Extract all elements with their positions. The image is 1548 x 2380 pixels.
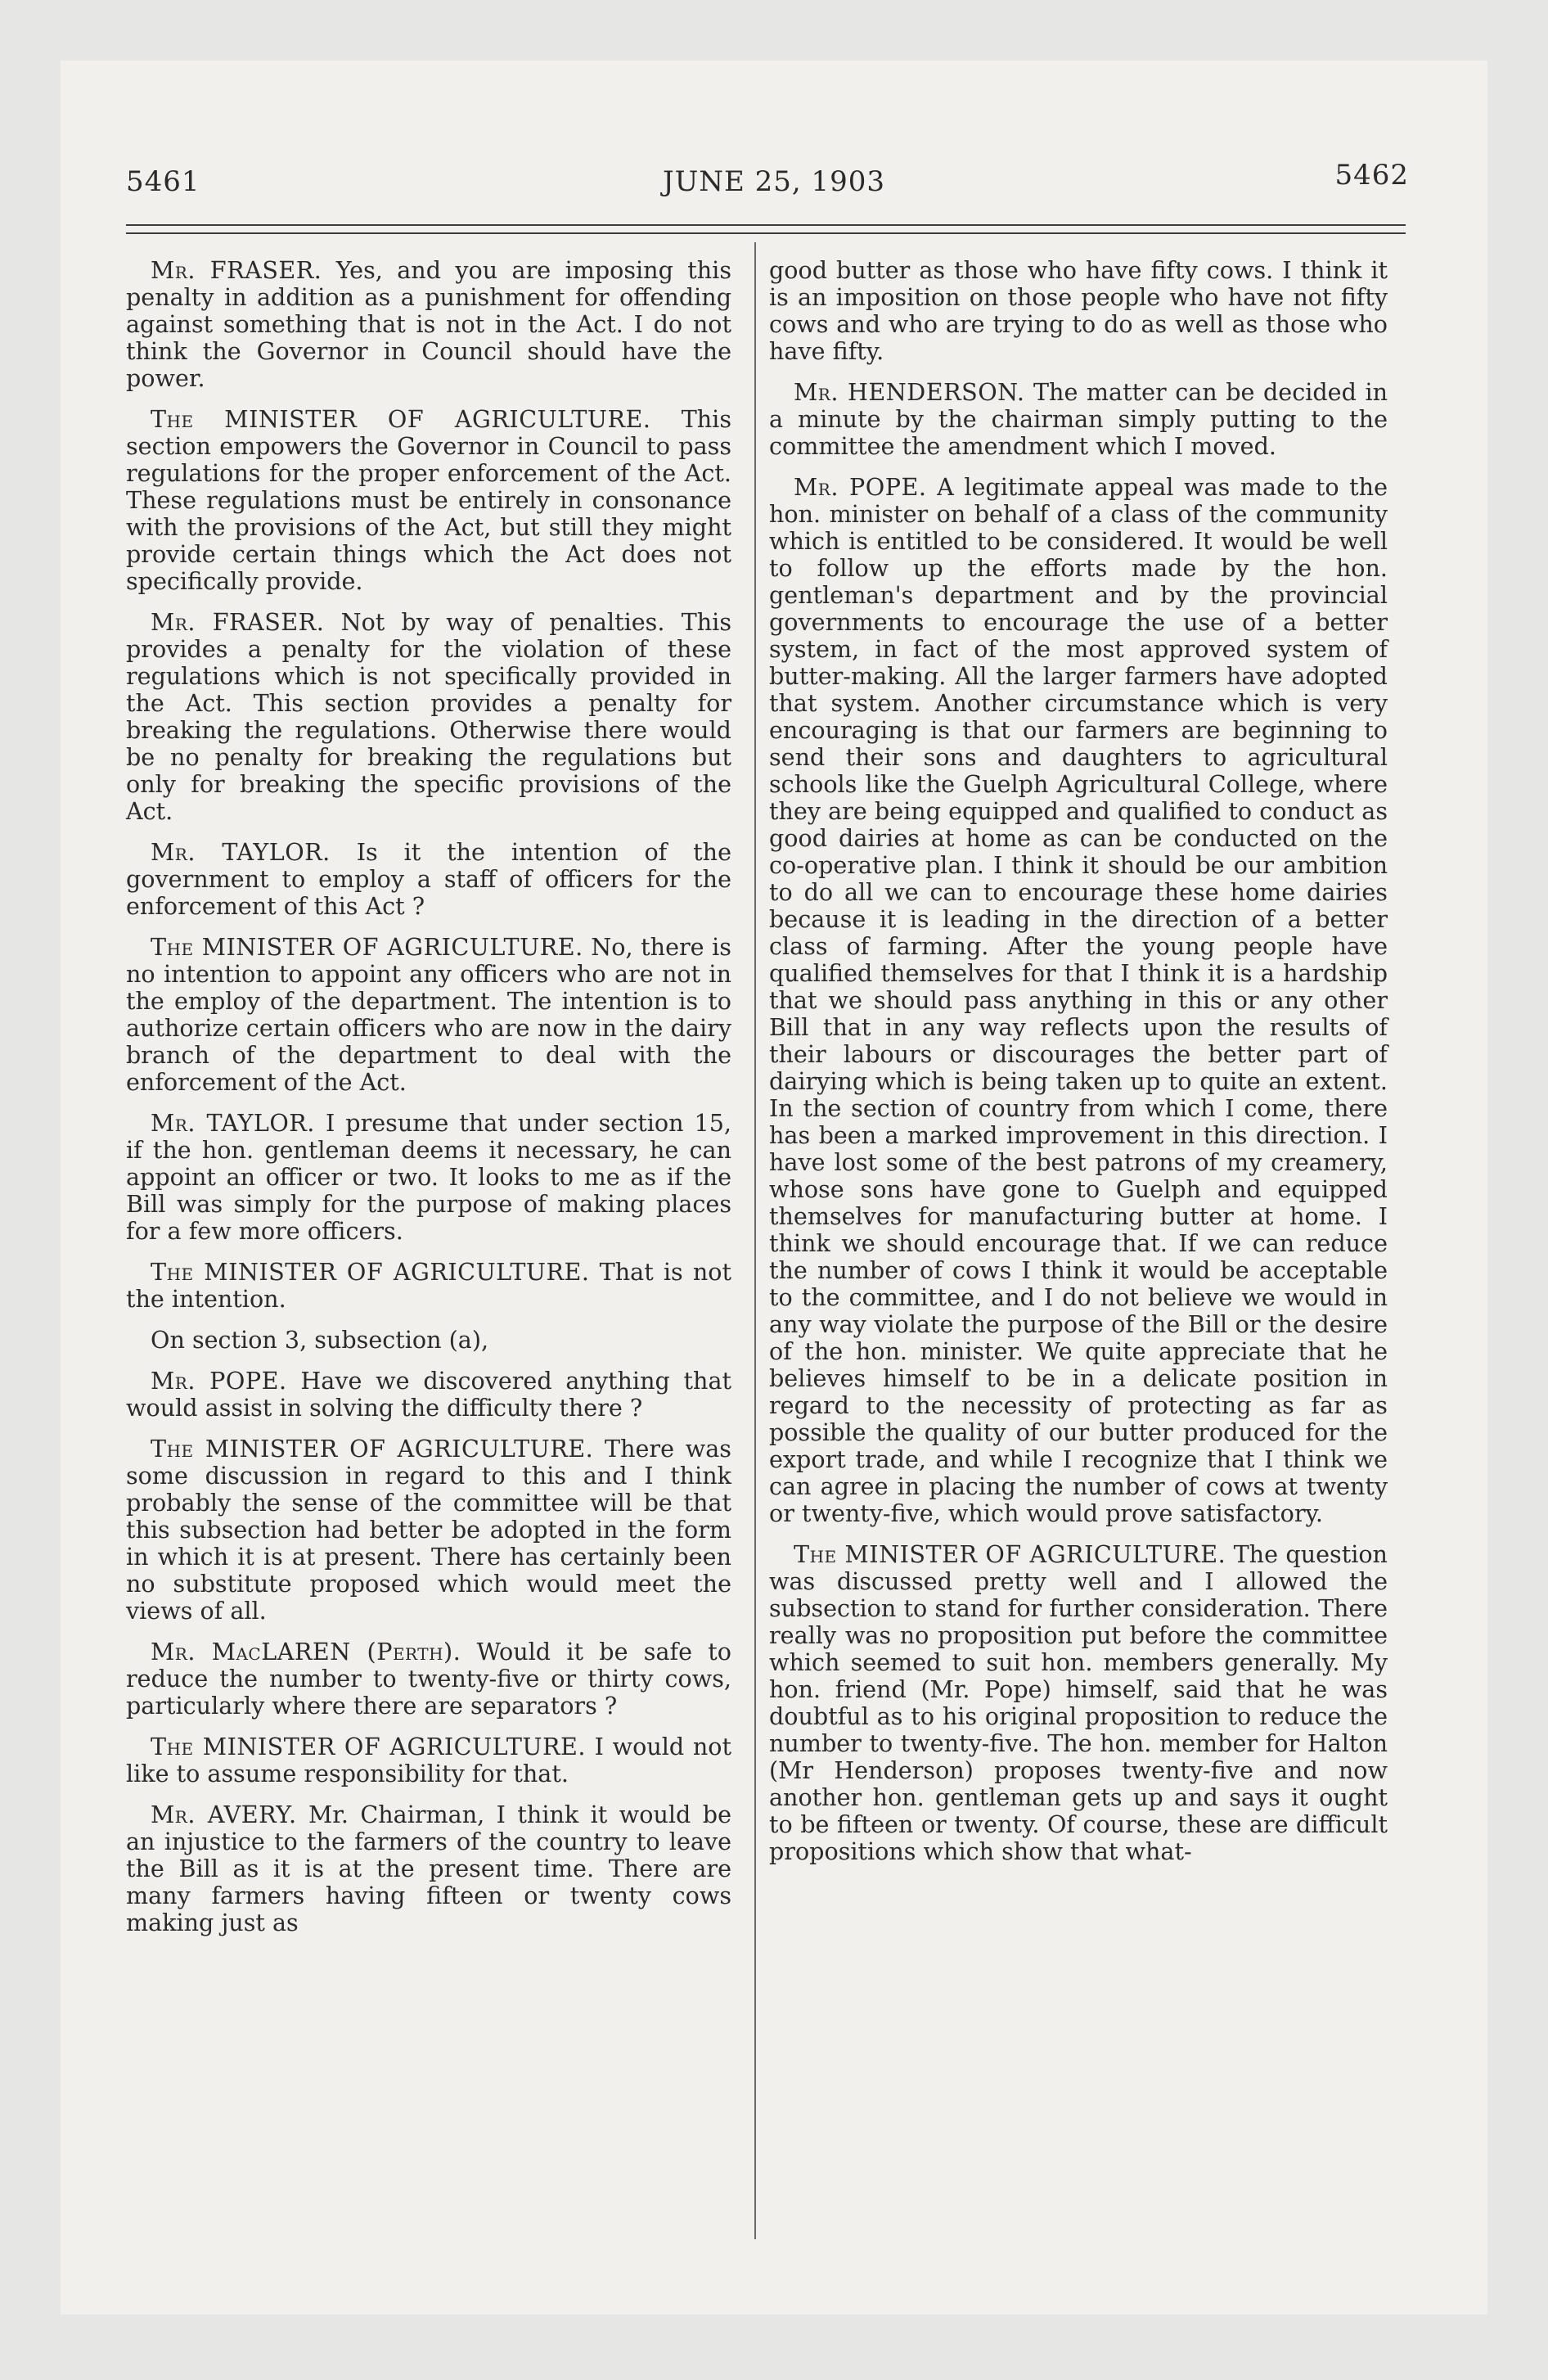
paragraph	[126, 609, 731, 825]
speaker-name: The MINISTER OF AGRICULTURE.	[151, 405, 651, 433]
paragraph	[126, 1259, 731, 1313]
paragraph	[126, 1110, 731, 1245]
page-number-left: 5461	[126, 165, 200, 198]
speaker-name: The MINISTER OF AGRICULTURE.	[151, 1435, 594, 1463]
paragraph-text: Yes, and you are imposing this penalty in addition as a punishment for offending against something that is not in the Act. I do not think the Governor in Council should have the power.	[126, 256, 731, 392]
speaker-name: Mr. FRASER.	[151, 256, 322, 284]
paragraph-text: Is it the intention of the government to employ a staff of officers for the enforcement of this Act ?	[126, 838, 731, 920]
paragraph-text: That is not the intention.	[126, 1258, 731, 1313]
section-heading	[126, 1327, 731, 1354]
header-date: JUNE 25, 1903	[662, 165, 886, 198]
paragraph-text: On section 3, subsection (a),	[151, 1326, 489, 1354]
paragraph	[126, 1801, 731, 1936]
paragraph-text: I presume that under section 15, if the hon. gentleman deems it necessary, he can appoint an officer or two. It looks to me as if the Bill was simply for the purpose of making places for a few more officers.	[126, 1109, 732, 1245]
paragraph-text: Not by way of penalties. This provides a penalty for the violation of these regulations which is not specifically provided in the Act. This section provides a penalty for breaking the regulations. Otherwise there would be no penalty for breaking the regulations but only for breaking the specific provisions of the Act.	[126, 608, 731, 825]
paragraph	[126, 1733, 731, 1787]
paragraph	[126, 1639, 731, 1720]
speaker-name: The MINISTER OF AGRICULTURE.	[794, 1540, 1226, 1568]
speaker-name: Mr. AVERY.	[151, 1801, 297, 1828]
column-divider	[754, 242, 756, 2239]
page-number-right: 5462	[1334, 159, 1409, 192]
paragraph-text: The question was discussed pretty well and I allowed the subsection to stand for further consideration. There really was no proposition put before the committee which seemed to suit hon. members generally. My hon. friend (Mr. Pope) himself, said that he was doubtful as to his original proposition to reduce the number to twenty-five. The hon. member for Halton (Mr Henderson) proposes twenty-five and now another hon. gentleman gets up and says it ought to be fifteen or twenty. Of course, these are difficult propositions which show that what-	[769, 1540, 1388, 1865]
paragraph	[126, 839, 731, 920]
paragraph	[126, 934, 731, 1096]
paragraph	[769, 1541, 1388, 1865]
left-column	[126, 257, 731, 1950]
speaker-name: Mr. POPE.	[151, 1367, 287, 1395]
paragraph-text: Have we discovered anything that would assist in solving the difficulty there ?	[126, 1367, 731, 1422]
paragraph-text: No, there is no intention to appoint any officers who are not in the employ of the department. The intention is to authorize certain officers who are now in the dairy branch of the department to deal with the enforcement of the Act.	[126, 933, 731, 1096]
page-header	[61, 159, 1487, 214]
header-rule-bottom	[126, 232, 1406, 234]
paragraph	[126, 257, 731, 392]
paragraph-continued	[769, 257, 1388, 365]
paragraph	[126, 1368, 731, 1422]
page-sheet	[61, 61, 1487, 2315]
paragraph-text: A legitimate appeal was made to the hon. minister on behalf of a class of the community which is entitled to be considered. It would be well to follow up the efforts made by the hon. gentleman's department and by the provincial governments to encourage the use of a better system, in fact of the most approved system of butter-making. All the larger farmers have adopted that system. Another circumstance which is very encouraging is that our farmers are beginning to send their sons and daughters to agricultural schools like the Guelph Agricultural College, where they are being equipped and qualified to conduct as good dairies at home as can be conducted on the co-operative plan. I think it should be our ambition to do all we can to encourage these home dairies because it is leading in the direction of a better class of farming. After the young people have qualified themselves for that I think it is a hardship that we should pass anything in this or any other Bill that in any way reflects upon the results of their labours or discourages the better part of dairying which is being taken up to quite an extent. In the section of country from which I come, there has been a marked improvement in this direction. I have lost some of the best patrons of my creamery, whose sons have gone to Guelph and equipped themselves for manufacturing butter at home. I think we should encourage that. If we can reduce the number of cows I think it would be acceptable to the committee, and I do not believe we would in any way violate the purpose of the Bill or the desire of the hon. minister. We quite appreciate that he believes himself to be in a delicate position in regard to the necessity of protecting as far as possible the quality of our butter produced for the export trade, and while I recognize that I think we can agree in placing the number of cows at twenty or twenty-five, which would prove satisfactory.	[769, 473, 1388, 1527]
speaker-name: Mr. FRASER.	[151, 608, 325, 636]
paragraph-text: Mr. Chairman, I think it would be an injustice to the farmers of the country to leave the Bill as it is at the present time. There are many farmers having fifteen or twenty cows making just as	[126, 1801, 731, 1936]
paragraph	[769, 379, 1388, 460]
paragraph	[769, 474, 1388, 1527]
header-rule-top	[126, 224, 1406, 226]
speaker-name: Mr. POPE.	[794, 473, 927, 501]
paragraph-text: The matter can be decided in a minute by the chairman simply putting to the committee the amendment which I moved.	[769, 378, 1388, 460]
speaker-name: The MINISTER OF AGRICULTURE.	[151, 1733, 586, 1760]
speaker-name: The MINISTER OF AGRICULTURE.	[151, 1258, 590, 1286]
paragraph-text: Would it be safe to reduce the number to twenty-five or thirty cows, particularly where there are separators ?	[126, 1638, 731, 1720]
speaker-name: Mr. TAYLOR.	[151, 1109, 315, 1137]
paragraph-text: There was some discussion in regard to this and I think probably the sense of the committee will be that this subsection had better be adopted in the form in which it is at present. There has certainly been no substitute proposed which would meet the views of all.	[126, 1435, 731, 1625]
paragraph-text: good butter as those who have fifty cows. I think it is an imposition on those people who have not fifty cows and who are trying to do as well as those who have fifty.	[769, 256, 1388, 365]
speaker-name: Mr. TAYLOR.	[151, 838, 331, 866]
right-column	[769, 257, 1388, 1879]
paragraph	[126, 1436, 731, 1625]
speaker-name: Mr. HENDERSON.	[794, 378, 1025, 406]
speaker-name: Mr. MacLAREN (Perth).	[151, 1638, 461, 1666]
speaker-name: The MINISTER OF AGRICULTURE.	[151, 933, 583, 961]
paragraph-text: This section empowers the Governor in Council to pass regulations for the proper enforcement of the Act. These regulations must be entirely in consonance with the provisions of the Act, but still they might provide certain things which the Act does not specifically provide.	[126, 405, 731, 595]
paragraph	[126, 406, 731, 595]
paragraph-text: I would not like to assume responsibility for that.	[126, 1733, 731, 1787]
